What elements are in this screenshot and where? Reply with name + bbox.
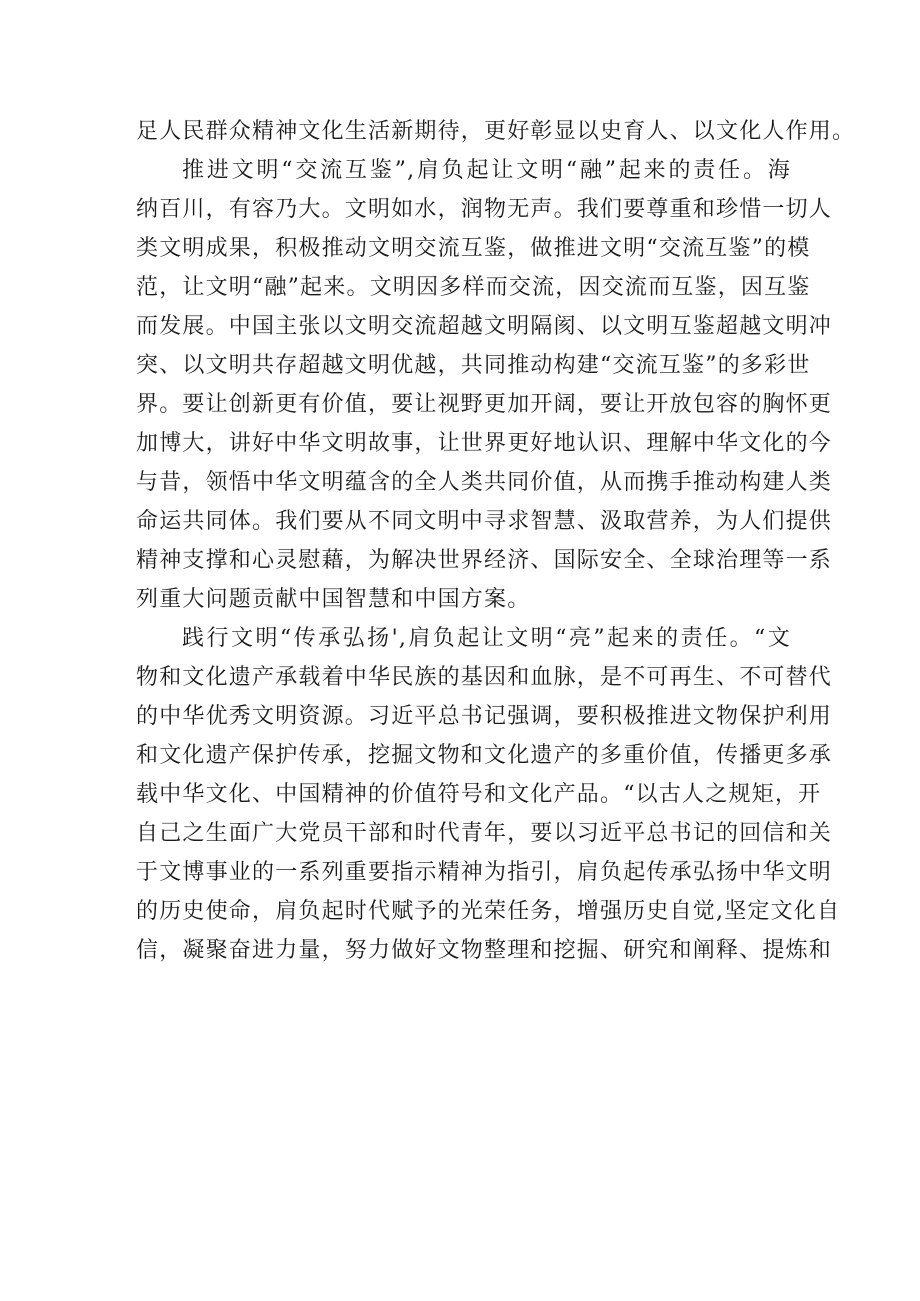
paragraph-line: 足人民群众精神文化生活新期待，更好彰显以史育人、以文化人作用。 (136, 119, 856, 144)
paragraph-line: 信，凝聚奋进力量，努力做好文物整理和挖掘、研究和阐释、提炼和 (136, 938, 833, 963)
paragraph-line: 和文化遗产保护传承，挖掘文物和文化遗产的多重价值，传播更多承 (136, 743, 833, 768)
paragraph-line: 列重大问题贡献中国智慧和中国方案。 (136, 587, 531, 612)
paragraph-line: 于文博事业的一系列重要指示精神为指引，肩负起传承弘扬中华文明 (136, 860, 833, 885)
paragraph-line: 与昔，领悟中华文明蕴含的全人类共同价值，从而携手推动构建人类 (136, 470, 833, 495)
paragraph-line: 纳百川，有容乃大。文明如水，润物无声。我们要尊重和珍惜一切人 (136, 197, 833, 222)
paragraph-line: 命运共同体。我们要从不同文明中寻求智慧、汲取营养，为人们提供 (136, 509, 833, 534)
paragraph-line: 自己之生面广大党员干部和时代青年，要以习近平总书记的回信和关 (136, 821, 833, 846)
paragraph-line: 物和文化遗产承载着中华民族的基因和血脉，是不可再生、不可替代 (136, 665, 833, 690)
paragraph-line: 的历史使命，肩负起时代赋予的光荣任务，增强历史自觉,坚定文化自 (136, 899, 841, 924)
paragraph-line: 类文明成果，积极推动文明交流互鉴，做推进文明“交流互鉴”的模 (136, 236, 811, 261)
paragraph-line: 载中华文化、中国精神的价值符号和文化产品。“以古人之规矩，开 (136, 782, 822, 807)
paragraph-line: 践行文明“传承弘扬',肩负起让文明“亮”起来的责任。“文 (182, 626, 791, 651)
paragraph-line: 精神支撑和心灵慰藉，为解决世界经济、国际安全、全球治理等一系 (136, 548, 833, 573)
paragraph-line: 范，让文明“融”起来。文明因多样而交流，因交流而互鉴，因互鉴 (136, 275, 811, 300)
paragraph-line: 加博大，讲好中华文明故事，让世界更好地认识、理解中华文化的今 (136, 431, 833, 456)
paragraph-line: 而发展。中国主张以文明交流超越文明隔阂、以文明互鉴超越文明冲 (136, 314, 833, 339)
paragraph-line: 界。要让创新更有价值，要让视野更加开阔，要让开放包容的胸怀更 (136, 392, 833, 417)
paragraph-line: 的中华优秀文明资源。习近平总书记强调，要积极推进文物保护利用 (136, 704, 833, 729)
document-body (136, 112, 856, 970)
paragraph-line: 推进文明“交流互鉴”,肩负起让文明“融”起来的责任。海 (182, 158, 791, 183)
paragraph-line: 突、以文明共存超越文明优越，共同推动构建“交流互鉴”的多彩世 (136, 353, 811, 378)
